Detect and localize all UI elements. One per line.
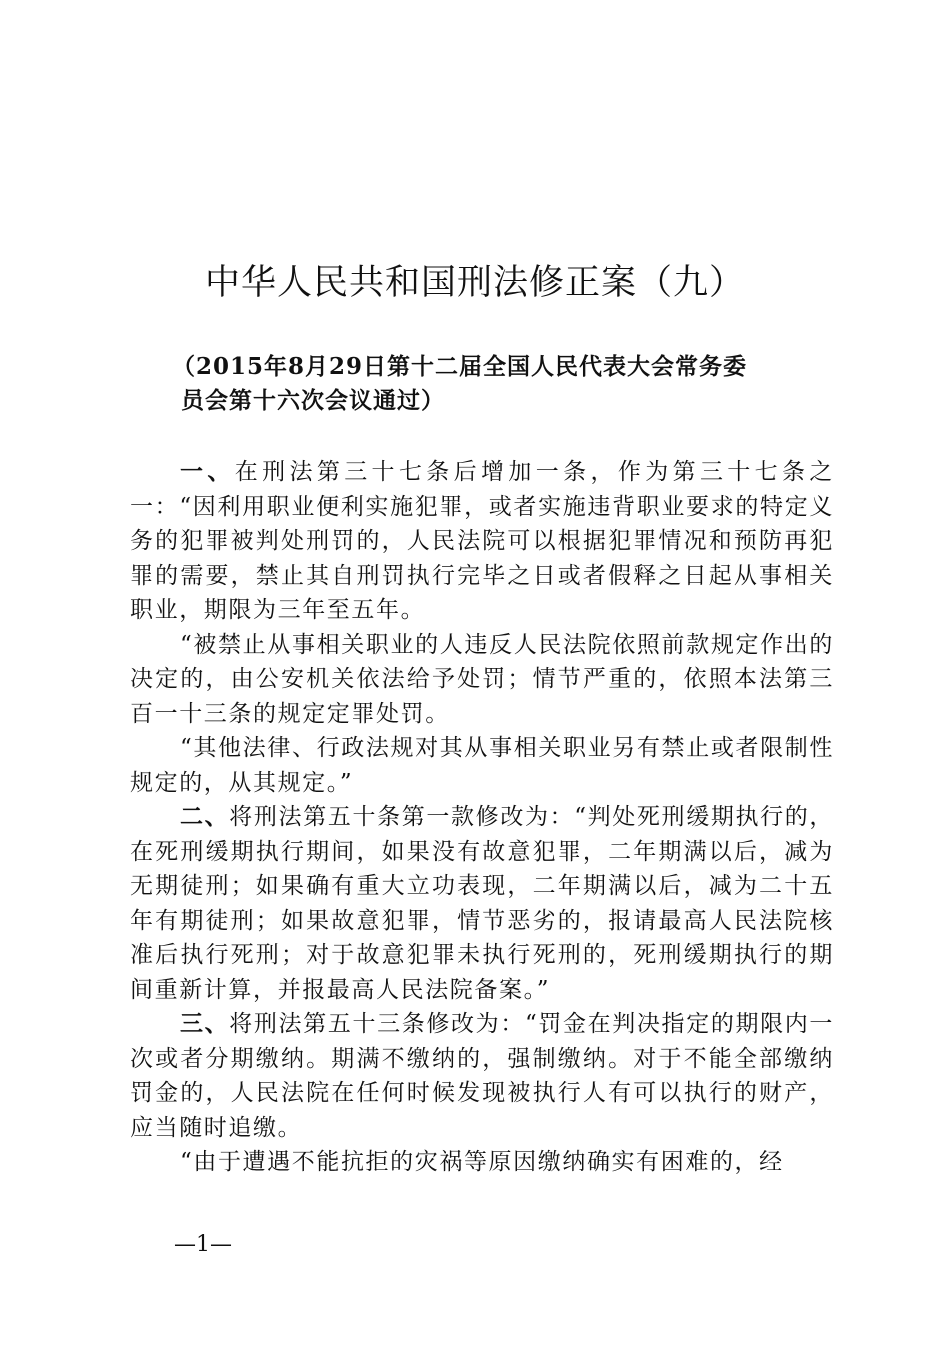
document-title: 中华人民共和国刑法修正案（九） <box>204 263 745 303</box>
paragraph-text: “由于遭遇不能抗拒的灾祸等原因缴纳确实有困难的，经 <box>180 1149 784 1175</box>
article-number: 二、 <box>180 803 230 830</box>
article-number: 一、 <box>180 458 235 485</box>
document-subtitle <box>172 350 812 418</box>
paragraph-text: 将刑法第五十三条修改为：“罚金在判决指定的期限内一次或者分期缴纳。期满不缴纳的，强制缴纳。对于不能全部缴纳罚金的，人民法院在任何时候发现被执行人有可以执行的财产，应当随时追缴。 <box>130 1011 834 1141</box>
article-paragraph <box>130 800 834 1007</box>
article-number: 三、 <box>180 1010 230 1037</box>
article-paragraph <box>130 731 834 800</box>
paragraph-text: 在刑法第三十七条后增加一条，作为第三十七条之一：“因利用职业便利实施犯罪，或者实施违背职业要求的特定义务的犯罪被判处刑罚的，人民法院可以根据犯罪情况和预防再犯罪的需要，禁止其自刑罚执行完毕之日或者假释之日起从事相关职业，期限为三年至五年。 <box>130 459 834 623</box>
page-number: —1— <box>174 1232 232 1257</box>
paragraph-text: “被禁止从事相关职业的人违反人民法院依照前款规定作出的决定的，由公安机关依法给予处罚；情节严重的，依照本法第三百一十三条的规定定罪处罚。 <box>130 631 834 727</box>
article-paragraph <box>130 1007 834 1145</box>
subtitle-line-2: 员会第十六次会议通过） <box>181 387 445 414</box>
article-paragraph <box>130 1145 834 1180</box>
paragraph-text: 将刑法第五十条第一款修改为：“判处死刑缓期执行的，在死刑缓期执行期间，如果没有故意犯罪，二年期满以后，减为无期徒刑；如果确有重大立功表现，二年期满以后，减为二十五年有期徒刑；如果故意犯罪，情节恶劣的，报请最高人民法院核准后执行死刑；对于故意犯罪未执行死刑的，死刑缓期执行的期间重新计算，并报最高人民法院备案。” <box>130 804 834 1003</box>
article-paragraph <box>130 628 834 732</box>
document-body <box>130 455 834 1180</box>
paragraph-text: “其他法律、行政法规对其从事相关职业另有禁止或者限制性规定的，从其规定。” <box>130 735 834 796</box>
subtitle-line-1: （2015年8月29日第十二届全国人民代表大会常务委 <box>172 353 748 380</box>
article-paragraph <box>130 455 834 628</box>
